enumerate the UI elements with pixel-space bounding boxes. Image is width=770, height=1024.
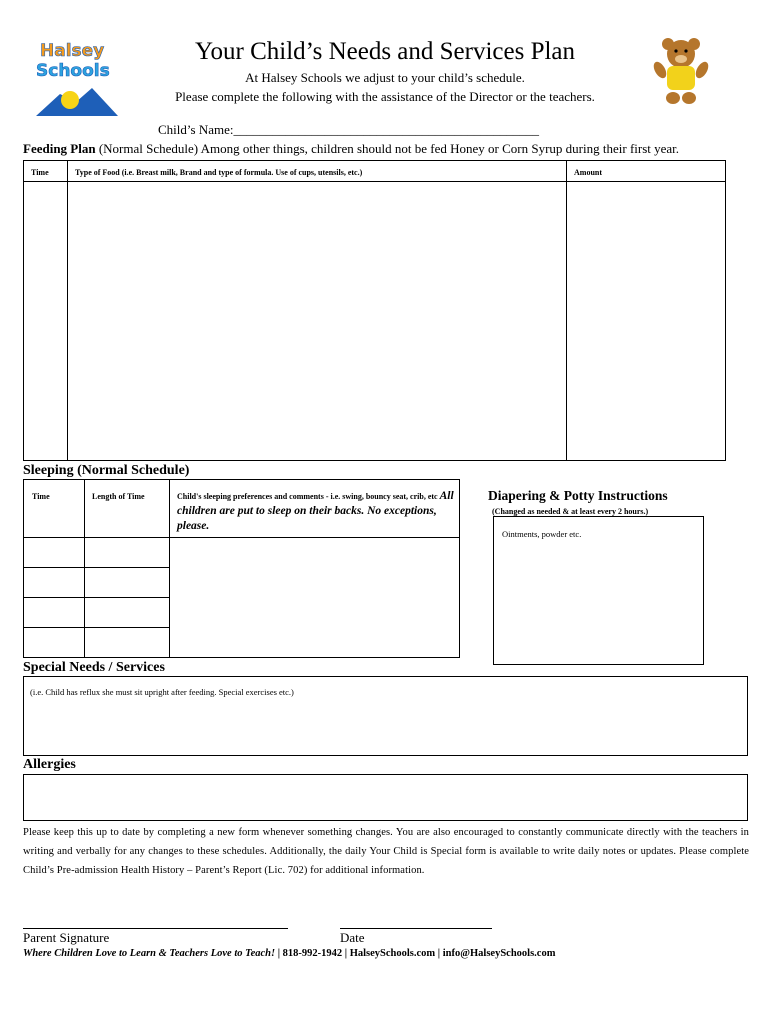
feeding-col-amount: Amount — [574, 168, 603, 177]
feeding-col-type: Type of Food (i.e. Breast milk, Brand and type of formula. Use of cups, utensils, etc.) — [75, 168, 363, 177]
instructions-paragraph: Please keep this up to date by completing a new form whenever something changes. You are also encouraged to constantly communicate directly with the teachers in writing and verbally for any changes to these schedules. Additionally, the daily Your Child is Special form is available to write daily notes or updates. Please complete Child’s Pre-admission Health History – Parent’s Report (Lic. 702) for additional information. — [23, 827, 749, 876]
sleeping-time-input[interactable] — [24, 538, 84, 658]
footer-tagline — [23, 948, 555, 959]
sleeping-back-notice: All children are put to sleep on their backs. No exceptions, please. — [177, 490, 454, 532]
child-name-field[interactable]: Child’s Name:_______________________________________________ — [158, 122, 539, 137]
contact-info: | 818-992-1942 | HalseySchools.com | info@HalseySchools.com — [275, 948, 556, 959]
parent-signature-line[interactable] — [23, 928, 288, 929]
feeding-col-time: Time — [31, 168, 49, 177]
logo-text-halsey: Halsey — [40, 41, 105, 61]
sleeping-prefs-input[interactable] — [170, 538, 459, 657]
subtitle-schedule: At Halsey Schools we adjust to your child’s schedule. — [245, 70, 525, 85]
tagline-text: Where Children Love to Learn & Teachers Love to Teach! — [23, 948, 276, 959]
special-needs-placeholder: (i.e. Child has reflux she must sit upright after feeding. Special exercises etc.) — [30, 687, 294, 697]
diapering-placeholder: Ointments, powder etc. — [502, 529, 582, 539]
feeding-type-input[interactable] — [68, 182, 565, 460]
diapering-note: (Changed as needed & at least every 2 hours.) — [492, 507, 649, 516]
logo-text-schools: Schools — [36, 61, 110, 81]
allergies-input[interactable] — [23, 774, 748, 821]
feeding-amount-input[interactable] — [567, 182, 725, 460]
feeding-time-input[interactable] — [24, 182, 66, 460]
date-label: Date — [340, 930, 365, 945]
feeding-plan-title: Feeding Plan — [23, 141, 96, 156]
sleeping-prefs-label: Child's sleeping preferences and comments - i.e. swing, bouncy seat, crib, etc — [177, 492, 438, 501]
feeding-plan-note: (Normal Schedule) Among other things, children should not be fed Honey or Corn Syrup during their first year. — [95, 141, 680, 156]
page-title: Your Child’s Needs and Services Plan — [194, 38, 576, 65]
parent-signature-label: Parent Signature — [23, 930, 110, 945]
sleeping-length-input[interactable] — [85, 538, 169, 658]
feeding-plan-heading — [23, 141, 679, 157]
sleeping-col-prefs — [177, 489, 457, 534]
allergies-heading: Allergies — [23, 757, 76, 772]
date-line[interactable] — [340, 928, 492, 929]
diapering-heading: Diapering & Potty Instructions — [488, 488, 668, 503]
sleeping-col-length: Length of Time — [92, 492, 145, 501]
sleeping-col-time: Time — [32, 492, 50, 501]
special-needs-heading: Special Needs / Services — [23, 660, 165, 675]
sleeping-heading: Sleeping (Normal Schedule) — [23, 463, 190, 478]
subtitle-instructions: Please complete the following with the assistance of the Director or the teachers. — [175, 89, 595, 104]
